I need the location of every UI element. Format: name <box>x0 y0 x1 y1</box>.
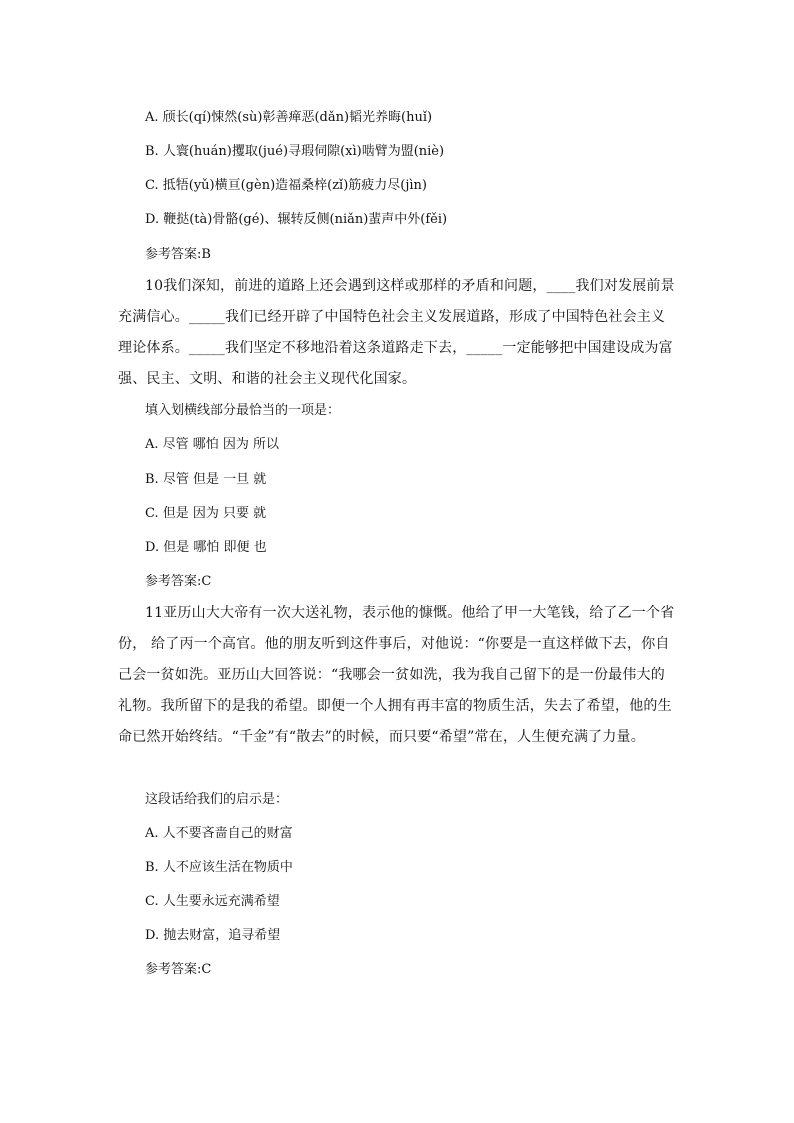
q10-option-a: A. 尽管 哪怕 因为 所以 <box>145 437 280 452</box>
q11-answer: 参考答案:C <box>145 962 212 977</box>
q9-option-b: B. 人寰(huán)攫取(jué)寻瑕伺隙(xì)啮臂为盟(niè) <box>145 144 445 159</box>
q11-option-d: D. 抛去财富，追寻希望 <box>145 928 281 943</box>
q10-stem: 10我们深知，前进的道路上还会遇到这样或那样的矛盾和问题，____我们对发展前景充满信心。_____我们已经开辟了中国特色社会主义发展道路，形成了中国特色社会主义理论体系。_____我们坚定不移地沿着这条道路走下去，_____一定能够把中国建设成为富强、民主、文明、和谐的社会主义现代化国家。 <box>118 278 675 387</box>
q11-option-a: A. 人不要吝啬自己的财富 <box>145 826 293 841</box>
q11-stem: 11亚历山大大帝有一次大送礼物，表示他的慷慨。他给了甲一大笔钱，给了乙一个省份， 给了丙一个高官。他的朋友听到这件事后，对他说：“你要是一直这样做下去，你自己会一贫如洗。亚历山大回答说：“我哪会一贫如洗，我为我自己留下的是一份最伟大的礼物。我所留下的是我的希望。即便一个人拥有再丰富的物质生活，失去了希望，他的生命已然开始终结。“千金”有“散去”的时候，而只要“希望”常在，人生便充满了力量。 <box>118 605 675 745</box>
q10-option-c: C. 但是 因为 只要 就 <box>145 506 267 521</box>
q9-option-d: D. 鞭挞(tà)骨骼(gé)、辗转反侧(niǎn)蜚声中外(fěi) <box>145 212 448 227</box>
q10-option-d: D. 但是 哪怕 即便 也 <box>145 540 267 555</box>
q10-option-b: B. 尽管 但是 一旦 就 <box>145 472 267 487</box>
q9-answer: 参考答案:B <box>145 247 211 262</box>
q11-option-c: C. 人生要永远充满希望 <box>145 894 280 909</box>
q11-prompt: 这段话给我们的启示是： <box>145 792 289 807</box>
q9-option-c: C. 抵牾(yǔ)横亘(gèn)造福桑梓(zǐ)筋疲力尽(jìn) <box>145 178 427 193</box>
q9-option-a: A. 颀长(qí)悚然(sù)彰善瘅恶(dǎn)韬光养晦(huǐ) <box>145 110 433 125</box>
q11-option-b: B. 人不应该生活在物质中 <box>145 860 293 875</box>
q10-answer: 参考答案:C <box>145 574 212 589</box>
q10-prompt: 填入划横线部分最恰当的一项是： <box>145 403 341 418</box>
